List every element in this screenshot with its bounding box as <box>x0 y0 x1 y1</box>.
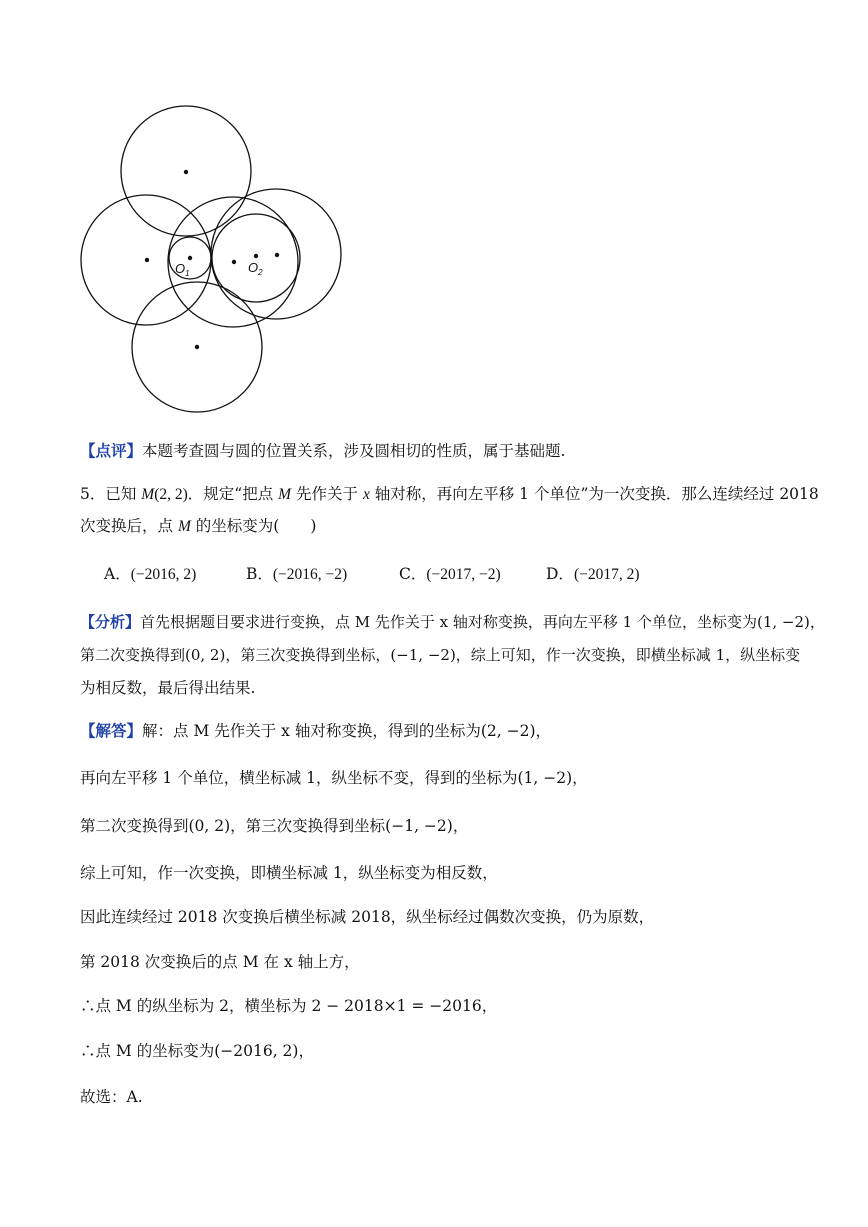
question-text: 次变换后，点 <box>80 517 178 535</box>
solution-text: 第二次变换得到(0, 2)，第三次变换得到坐标(−1, −2)， <box>80 817 469 835</box>
var-m: M <box>141 486 155 503</box>
comment-text: 本题考查圆与圆的位置关系，涉及圆相切的性质，属于基础题. <box>142 442 566 460</box>
solution-text: 综上可知，作一次变换，即横坐标减 1，纵坐标变为相反数， <box>80 864 498 882</box>
analysis-text: 为相反数，最后得出结果. <box>80 679 256 697</box>
solution-text: 解：点 M 先作关于 x 轴对称变换，得到的坐标为(2, −2)， <box>142 722 551 740</box>
solution-text: 故选：A. <box>80 1088 143 1106</box>
option-b <box>246 564 347 585</box>
option-d <box>546 564 640 585</box>
option-c <box>399 564 501 585</box>
option-letter: B． <box>246 565 273 583</box>
question-line-2 <box>80 516 316 537</box>
solution-text: ∴点 M 的坐标变为(−2016, 2)， <box>80 1042 314 1060</box>
center-dot-o1 <box>188 256 192 260</box>
solution-line-8 <box>80 1041 314 1061</box>
solution-line-2 <box>80 768 588 788</box>
option-value: (−2016, 2) <box>130 566 197 583</box>
analysis-text: 第二次变换得到(0, 2)，第三次变换得到坐标，(−1, −2)，综上可知，作一次变换，即横坐标减 1，纵坐标变 <box>80 646 801 664</box>
comment-tag: 【点评】 <box>80 442 143 460</box>
var-m: M <box>278 486 292 503</box>
analysis-tag: 【分析】 <box>80 613 141 631</box>
point-coords: (2, 2) <box>154 486 188 503</box>
question-text: 的坐标变为( ) <box>190 517 317 535</box>
solution-text: ∴点 M 的纵坐标为 2，横坐标为 2 − 2018×1 = −2016， <box>80 997 498 1015</box>
solution-line-7 <box>80 996 497 1016</box>
solution-line-1 <box>80 721 551 741</box>
question-line-1 <box>80 484 819 505</box>
center-dot-middle <box>232 260 236 264</box>
analysis-text: 首先根据题目要求进行变换，点 M 先作关于 x 轴对称变换，再向左平移 1 个单位，坐标变为(1, −2)， <box>140 613 825 631</box>
var-m: M <box>177 518 191 535</box>
solution-tag: 【解答】 <box>80 722 143 740</box>
option-a <box>104 564 196 585</box>
solution-text: 第 2018 次变换后的点 M 在 x 轴上方， <box>80 953 360 971</box>
question-text: 轴对称，再向左平移 1 个单位”为一次变换．那么连续经过 2018 <box>369 485 819 503</box>
label-o1: $O_1$ <box>175 261 190 278</box>
analysis-line-2 <box>80 645 800 665</box>
center-dot-top <box>184 170 188 174</box>
solution-line-9 <box>80 1087 143 1107</box>
option-letter: A． <box>104 565 131 583</box>
center-dot-o2 <box>254 254 258 258</box>
solution-line-3 <box>80 816 468 836</box>
option-value: (−2017, −2) <box>426 566 501 583</box>
option-letter: D． <box>546 565 574 583</box>
option-value: (−2016, −2) <box>272 566 348 583</box>
question-text: ．规定“把点 <box>187 485 279 503</box>
option-letter: C． <box>399 565 427 583</box>
question-text: 先作关于 <box>291 485 363 503</box>
circles-diagram <box>0 0 868 420</box>
center-dot-left <box>145 258 149 262</box>
center-dot-bottom <box>195 345 199 349</box>
solution-line-5 <box>80 907 654 927</box>
option-value: (−2017, 2) <box>573 566 640 583</box>
question-text: 5．已知 <box>80 485 142 503</box>
label-o2: $O_2$ <box>248 260 263 277</box>
analysis-line-1 <box>80 612 825 632</box>
solution-text: 再向左平移 1 个单位，横坐标减 1，纵坐标不变，得到的坐标为(1, −2)， <box>80 769 588 787</box>
solution-line-6 <box>80 952 360 972</box>
center-dot-right <box>275 253 279 257</box>
solution-text: 因此连续经过 2018 次变换后横坐标减 2018，纵坐标经过偶数次变换，仍为原数， <box>80 908 655 926</box>
analysis-line-3 <box>80 678 255 698</box>
solution-line-4 <box>80 863 498 883</box>
var-x: x <box>362 486 370 503</box>
comment-line <box>80 441 565 461</box>
